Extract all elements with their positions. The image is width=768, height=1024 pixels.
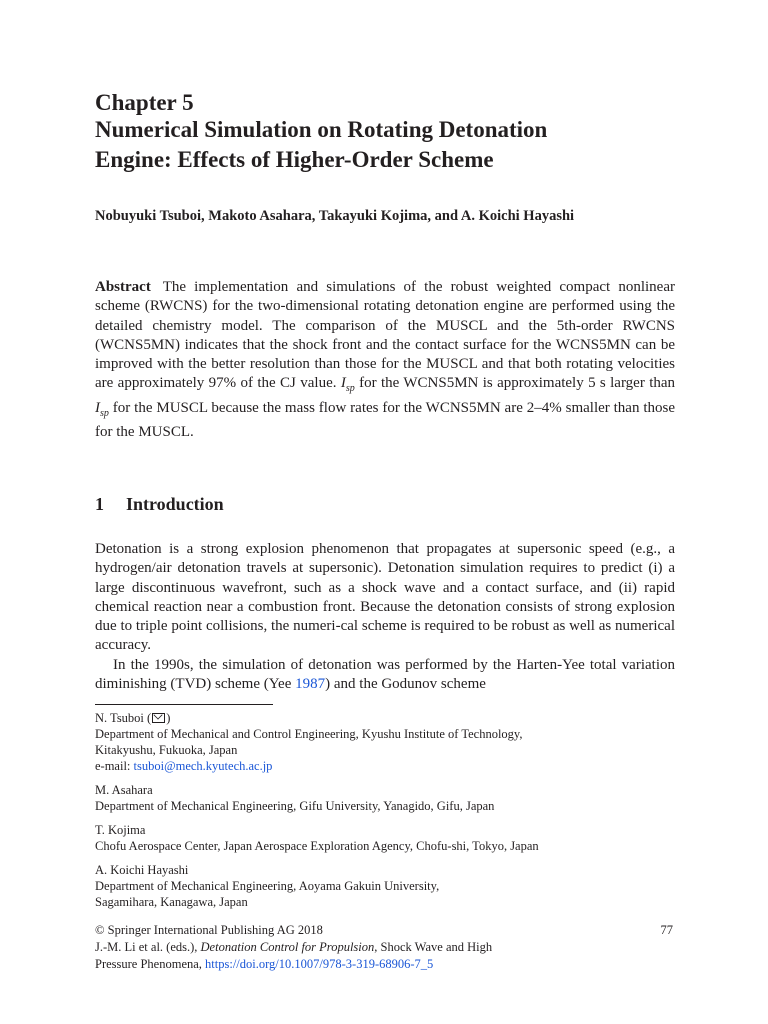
- affiliation-line: Department of Mechanical Engineering, Aoyama Gakuin University,: [95, 879, 440, 893]
- chapter-title-line1: Numerical Simulation on Rotating Detonation: [95, 117, 548, 142]
- affiliation-name: A. Koichi Hayashi: [95, 863, 189, 877]
- abstract-text-1: The implementation and simulations of the robust weighted compact nonlinear scheme (RWCNS) for the two-dimensional rotating detonation engine are performed using the detailed chemistry model. The comparison of the MUSCL and the 5th-order RWCNS (WCNS5MN) indicates that the shock front and the contact surface for the WCNS5MN can be improved with the better resolution than those for the MUSCL and that both rotating velocities are approximately 97% of the CJ value.: [95, 279, 675, 392]
- affiliation-line: Department of Mechanical Engineering, Gifu University, Yanagido, Gifu, Japan: [95, 799, 495, 813]
- email-link[interactable]: tsuboi@mech.kyutech.ac.jp: [133, 759, 273, 773]
- affiliation-name: M. Asahara: [95, 783, 153, 797]
- citation-line: J.-M. Li et al. (eds.), Detonation Control for Propulsion, Shock Wave and High: [95, 940, 493, 954]
- affiliation-hayashi: [95, 862, 675, 910]
- affiliations: [95, 710, 675, 918]
- affiliation-line: Department of Mechanical and Control Engineering, Kyushu Institute of Technology,: [95, 727, 523, 741]
- abstract: [95, 278, 675, 442]
- affiliation-kojima: [95, 822, 675, 854]
- section-number: 1: [95, 494, 104, 514]
- isp-symbol: $I_{sp}$: [95, 399, 109, 419]
- abstract-text-3: for the MUSCL because the mass flow rates for the WCNS5MN are 2–4% smaller than those for the MUSCL.: [95, 399, 676, 441]
- publication-footer: [95, 922, 675, 973]
- chapter-title-line2: Engine: Effects of Higher-Order Scheme: [95, 147, 494, 172]
- citation-link[interactable]: 1987: [295, 676, 326, 693]
- page-number: 77: [660, 923, 673, 937]
- book-title: Detonation Control for Propulsion: [200, 940, 375, 954]
- intro-paragraph-1: Detonation is a strong explosion phenomenon that propagates at supersonic speed (e.g., a hydrogen/air detonation travels at supersonic). Detonation simulation requires to predict (i) a large discontinuous wavefront, such as a shock wave and a contact surface, and (ii) rapid chemical reaction near a combustion front. Because the detonation consists of strong explosion due to triple point collisions, the numeri-cal scheme is required to be robust as well as numerical accuracy.: [95, 541, 675, 654]
- affiliation-asahara: [95, 782, 675, 814]
- abstract-text-2: for the WCNS5MN is approximately 5 s larger than: [359, 375, 676, 392]
- intro-body: [95, 540, 675, 694]
- chapter-title: [95, 115, 675, 175]
- affiliation-name: T. Kojima: [95, 823, 146, 837]
- affiliation-line: Sagamihara, Kanagawa, Japan: [95, 895, 248, 909]
- chapter-label: Chapter 5: [95, 90, 194, 115]
- envelope-icon: [152, 713, 165, 723]
- abstract-label: Abstract: [95, 279, 151, 295]
- isp-symbol: $I_{sp}$: [340, 375, 355, 395]
- section-heading: [95, 493, 224, 515]
- affiliation-line: Chofu Aerospace Center, Japan Aerospace Exploration Agency, Chofu-shi, Tokyo, Japan: [95, 839, 539, 853]
- author-list: Nobuyuki Tsuboi, Makoto Asahara, Takayuki Kojima, and A. Koichi Hayashi: [95, 208, 575, 224]
- intro-paragraph-2: In the 1990s, the simulation of detonation was performed by the Harten-Yee total variation diminishing (TVD) scheme (Yee 1987) and the Godunov scheme: [95, 656, 675, 693]
- copyright: © Springer International Publishing AG 2018: [95, 923, 323, 937]
- footnote-rule: [95, 704, 273, 705]
- affiliation-line: Kitakyushu, Fukuoka, Japan: [95, 743, 238, 757]
- affiliation-name: N. Tsuboi ( ): [95, 711, 171, 725]
- affiliation-email: e-mail: tsuboi@mech.kyutech.ac.jp: [95, 759, 273, 773]
- section-title: Introduction: [126, 494, 224, 514]
- doi-line: Pressure Phenomena, https://doi.org/10.1007/978-3-319-68906-7_5: [95, 957, 434, 971]
- affiliation-tsuboi: [95, 710, 675, 774]
- doi-link[interactable]: https://doi.org/10.1007/978-3-319-68906-7_5: [205, 957, 434, 971]
